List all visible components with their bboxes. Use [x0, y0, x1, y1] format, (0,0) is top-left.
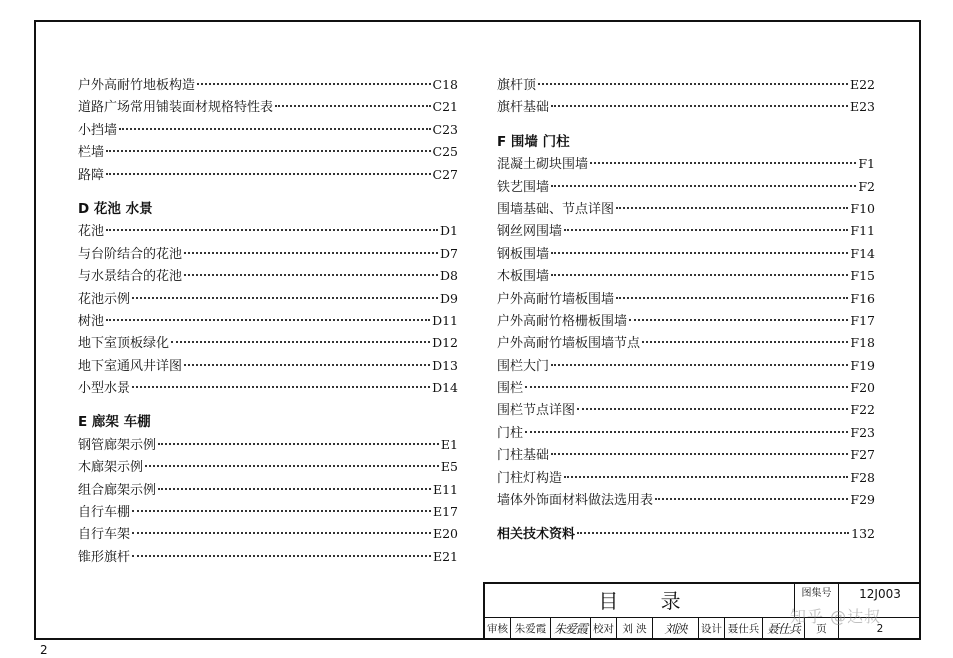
leader-dots — [132, 532, 431, 534]
leader-dots — [564, 229, 848, 231]
toc-entry-title: 地下室通风井详图 — [78, 358, 183, 374]
toc-entry-title: 户外高耐竹墙板围墙 — [497, 291, 615, 307]
toc-entry-page: F17 — [850, 312, 875, 328]
toc-entry-title: 相关技术资料 — [497, 527, 576, 543]
toc-entry-title: 围墙基础、节点详图 — [497, 201, 615, 217]
toc-entry-title: 旗杆基础 — [497, 100, 550, 116]
toc-entry-title: 木板围墙 — [497, 269, 550, 285]
page-label: 页 — [805, 618, 839, 640]
toc-entry-page: F23 — [850, 424, 875, 440]
toc-entry-page: F28 — [850, 469, 875, 485]
toc-entry-title: 花池 — [78, 224, 105, 240]
toc-entry[interactable] — [497, 243, 875, 265]
leader-dots — [564, 476, 848, 478]
toc-entry-page: F2 — [858, 178, 875, 194]
leader-dots — [551, 105, 848, 107]
watermark: 知乎 @达叔 — [790, 607, 882, 626]
reviewer-name: 朱爱霞 — [511, 618, 551, 640]
toc-entry[interactable] — [497, 153, 875, 175]
toc-entry[interactable] — [78, 74, 458, 96]
toc-entry[interactable] — [78, 164, 458, 186]
toc-entry-page: F19 — [850, 357, 875, 373]
title-block-title: 目 录 — [485, 584, 795, 618]
section-heading-d: D 花池 水景 — [78, 200, 153, 217]
toc-entry[interactable] — [497, 422, 875, 444]
toc-entry-page: E17 — [432, 504, 458, 520]
toc-right-column — [497, 74, 875, 546]
leader-dots — [106, 173, 431, 175]
toc-entry[interactable] — [78, 501, 458, 523]
toc-entry[interactable] — [497, 288, 875, 310]
toc-entry-page: 132 — [851, 526, 875, 542]
leader-dots — [551, 364, 848, 366]
leader-dots — [616, 297, 848, 299]
toc-entry-title: 户外高耐竹地板构造 — [78, 78, 196, 93]
leader-dots — [577, 532, 849, 534]
toc-entry-title: 路障 — [78, 167, 105, 183]
toc-entry-title: 自行车棚 — [78, 505, 131, 521]
leader-dots — [106, 319, 430, 321]
leader-dots — [590, 162, 856, 164]
leader-dots — [132, 510, 431, 512]
leader-dots — [551, 274, 848, 276]
design-label: 设计 — [699, 618, 725, 640]
toc-entry[interactable] — [78, 355, 458, 377]
leader-dots — [158, 443, 439, 445]
toc-entry-page: C25 — [432, 144, 458, 160]
leader-dots — [197, 83, 431, 85]
leader-dots — [275, 105, 431, 107]
toc-entry-title: 围栏节点详图 — [497, 403, 576, 419]
toc-entry-page: F11 — [850, 223, 875, 239]
toc-entry[interactable] — [497, 377, 875, 399]
toc-entry[interactable] — [497, 355, 875, 377]
toc-entry-page: F1 — [858, 156, 875, 172]
leader-dots — [132, 555, 431, 557]
toc-left-column — [78, 74, 458, 568]
atlas-no-value: 12J003 — [839, 584, 921, 618]
page-value: 2 — [876, 623, 884, 635]
toc-entry[interactable] — [78, 310, 458, 332]
toc-entry[interactable] — [78, 479, 458, 501]
leader-dots — [577, 408, 848, 410]
toc-entry-title: 地下室顶板绿化 — [78, 336, 170, 352]
leader-dots — [171, 341, 430, 343]
designer-name: 聂仕兵 — [725, 618, 763, 640]
toc-entry-page: F15 — [850, 268, 875, 284]
toc-entry-title: 旗杆顶 — [497, 78, 537, 93]
leader-dots — [184, 252, 438, 254]
toc-entry-page: F18 — [850, 335, 875, 351]
designer-signature: 聂仕兵 — [763, 618, 805, 640]
page-number: 2 — [40, 643, 48, 657]
leader-dots — [106, 150, 431, 152]
toc-entry-title: 户外高耐竹格栅板围墙 — [497, 313, 628, 329]
toc-entry-page: D11 — [432, 312, 458, 328]
toc-entry-page: D9 — [440, 290, 458, 306]
toc-entry-page: D1 — [440, 223, 458, 239]
toc-entry-page: E1 — [440, 436, 458, 452]
toc-entry[interactable] — [497, 265, 875, 287]
toc-entry-title: 与台阶结合的花池 — [78, 246, 183, 262]
toc-entry[interactable] — [78, 523, 458, 545]
toc-entry-title: 围栏 — [497, 381, 524, 397]
toc-entry-title: 自行车架 — [78, 527, 131, 543]
toc-entry[interactable] — [78, 288, 458, 310]
toc-entry[interactable] — [497, 467, 875, 489]
toc-entry-page: E23 — [849, 99, 875, 115]
toc-entry-page: F14 — [850, 245, 875, 261]
proofer-signature: 刘泱 — [653, 618, 699, 640]
toc-entry-title: 门柱灯构造 — [497, 470, 563, 486]
toc-entry-title: 钢丝网围墙 — [497, 224, 563, 240]
toc-entry-title: 栏墙 — [78, 145, 105, 161]
leader-dots — [132, 297, 438, 299]
toc-entry-title: 锥形旗杆 — [78, 549, 131, 565]
toc-entry[interactable] — [497, 399, 875, 421]
toc-entry[interactable] — [78, 220, 458, 242]
toc-entry-page: F20 — [850, 380, 875, 396]
toc-entry-page: C21 — [432, 99, 458, 115]
toc-entry-page: E21 — [432, 548, 458, 564]
toc-entry[interactable] — [78, 96, 458, 118]
leader-dots — [106, 229, 438, 231]
leader-dots — [616, 207, 848, 209]
toc-entry-title: 小挡墙 — [78, 122, 118, 138]
leader-dots — [184, 274, 438, 276]
toc-entry[interactable] — [78, 377, 458, 399]
toc-entry-title: 围栏大门 — [497, 358, 550, 374]
toc-entry-related[interactable] — [497, 523, 875, 545]
leader-dots — [655, 498, 848, 500]
toc-entry-title: 户外高耐竹墙板围墙节点 — [497, 336, 641, 352]
leader-dots — [538, 83, 848, 85]
toc-entry[interactable] — [497, 74, 875, 96]
toc-entry-page: D8 — [440, 268, 458, 284]
section-heading-f: F 围墙 门柱 — [497, 133, 570, 150]
review-label: 审核 — [485, 618, 511, 640]
toc-entry[interactable] — [497, 176, 875, 198]
toc-entry[interactable] — [497, 332, 875, 354]
toc-entry[interactable] — [497, 310, 875, 332]
toc-entry[interactable] — [497, 444, 875, 466]
toc-entry[interactable] — [78, 141, 458, 163]
toc-entry-title: 与水景结合的花池 — [78, 269, 183, 285]
toc-entry-title: 小型水景 — [78, 381, 131, 397]
toc-entry-title: 门柱 — [497, 425, 524, 441]
toc-entry[interactable] — [78, 265, 458, 287]
toc-entry-title: 铁艺围墙 — [497, 179, 550, 195]
leader-dots — [119, 128, 431, 130]
toc-entry[interactable] — [497, 96, 875, 118]
toc-entry-page: F16 — [850, 290, 875, 306]
leader-dots — [525, 431, 848, 433]
toc-entry-title: 花池示例 — [78, 291, 131, 307]
toc-entry-title: 道路广场常用铺装面材规格特性表 — [78, 100, 274, 116]
leader-dots — [551, 453, 848, 455]
toc-entry[interactable] — [78, 243, 458, 265]
toc-entry[interactable] — [78, 546, 458, 568]
leader-dots — [629, 319, 848, 321]
leader-dots — [642, 341, 848, 343]
toc-entry[interactable] — [497, 198, 875, 220]
section-heading-e: E 廊架 车棚 — [78, 414, 151, 431]
toc-entry-title: 混凝土砌块围墙 — [497, 157, 589, 173]
toc-entry-page: F22 — [850, 402, 875, 418]
toc-entry-title: 门柱基础 — [497, 448, 550, 464]
leader-dots — [525, 386, 848, 388]
proof-label: 校对 — [591, 618, 617, 640]
reviewer-signature: 朱爱霞 — [551, 618, 591, 640]
toc-entry-title: 木廊架示例 — [78, 460, 144, 476]
atlas-no-label: 图集号 — [795, 584, 839, 618]
toc-entry-page: D14 — [432, 380, 458, 396]
toc-entry[interactable] — [78, 119, 458, 141]
toc-entry[interactable] — [497, 489, 875, 511]
toc-entry-page: F27 — [850, 447, 875, 463]
toc-entry-page: E20 — [432, 526, 458, 542]
toc-entry-page: C18 — [432, 77, 458, 92]
toc-entry-page: E11 — [432, 481, 458, 497]
toc-entry[interactable] — [78, 456, 458, 478]
toc-entry-page: E5 — [440, 459, 458, 475]
toc-entry[interactable] — [78, 434, 458, 456]
toc-entry-title: 墙体外饰面材料做法选用表 — [497, 493, 654, 509]
toc-entry-page: F10 — [850, 200, 875, 216]
toc-entry-page: D7 — [440, 245, 458, 261]
leader-dots — [184, 364, 430, 366]
leader-dots — [132, 386, 430, 388]
leader-dots — [145, 465, 439, 467]
toc-entry-title: 钢板围墙 — [497, 246, 550, 262]
toc-entry-title: 树池 — [78, 313, 105, 329]
toc-entry-page: F29 — [850, 492, 875, 508]
leader-dots — [551, 252, 848, 254]
toc-entry-page: D13 — [432, 357, 458, 373]
toc-entry-page: C27 — [432, 166, 458, 182]
proofer-name: 刘 泱 — [617, 618, 653, 640]
toc-entry-page: D12 — [432, 335, 458, 351]
toc-entry[interactable] — [497, 220, 875, 242]
toc-entry-title: 钢管廊架示例 — [78, 437, 157, 453]
leader-dots — [158, 488, 431, 490]
leader-dots — [551, 185, 856, 187]
toc-entry-page: E22 — [849, 77, 875, 92]
toc-entry-title: 组合廊架示例 — [78, 482, 157, 498]
toc-entry[interactable] — [78, 332, 458, 354]
toc-entry-page: C23 — [432, 121, 458, 137]
